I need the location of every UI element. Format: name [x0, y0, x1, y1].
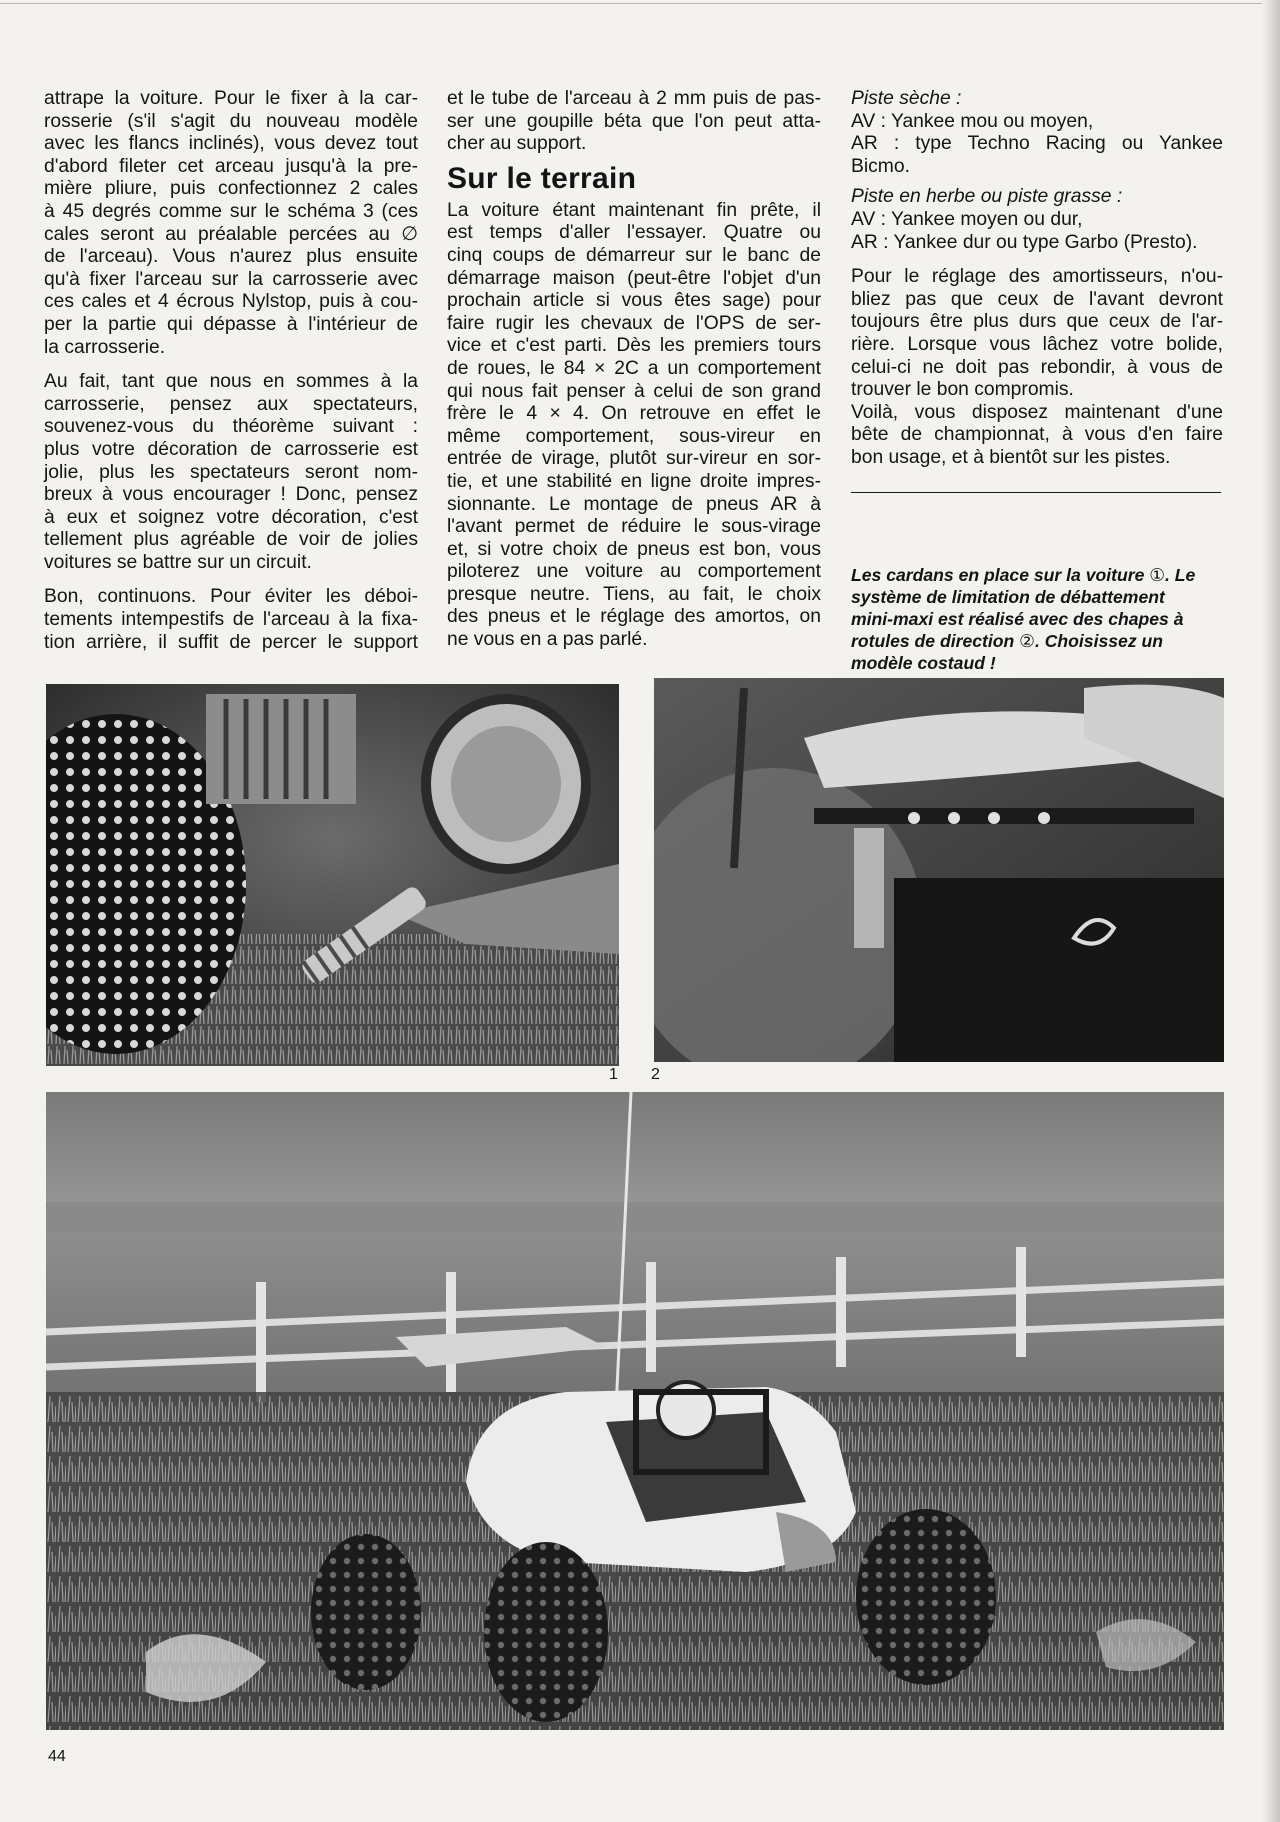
- caption-text: Les cardans en place sur la voiture: [851, 565, 1150, 585]
- col1-line: breux à vous encourager ! Donc, pensez: [44, 484, 418, 506]
- col3-line: bon usage, et à bientôt sur les pistes.: [851, 446, 1171, 468]
- col1-line: mière pliure, puis confectionnez 2 cales: [44, 178, 418, 200]
- col2-line: entrée de virage, plutôt sur-vireur en sor-: [447, 448, 821, 470]
- text-column-1: [44, 88, 418, 654]
- col3-line: trouver le bon compromis.: [851, 379, 1074, 401]
- circled-1: ①: [1149, 565, 1166, 585]
- col2-line: démarrage maison (peut-être l'objet d'un: [447, 267, 821, 289]
- col1-line: carrosserie, pensez aux spectateurs,: [44, 393, 418, 415]
- col2-line: cher au support.: [447, 133, 587, 155]
- col3-line: Bicmo.: [851, 155, 910, 177]
- col1-line: avec les flancs inclinés), vous devez tout: [44, 133, 418, 155]
- col1-line: à eux et soignez votre décoration, c'est: [44, 506, 418, 528]
- column-end-rule: [851, 492, 1221, 493]
- col1-line: à 45 degrés comme sur le schéma 3 (ces: [44, 200, 418, 222]
- col2-line: qui nous fait penser à celui de son grand: [447, 380, 821, 402]
- text-column-3: [851, 88, 1223, 493]
- col3-line: celui-ci ne doit pas rebondir, à vous de: [851, 356, 1223, 378]
- grass-track-title: Piste en herbe ou piste grasse :: [851, 186, 1123, 208]
- col1-line: tion arrière, il suffit de percer le support: [44, 631, 418, 653]
- page-top-edge: [0, 3, 1262, 4]
- col2-line: et le tube de l'arceau à 2 mm puis de pas-: [447, 88, 821, 109]
- col1-line: de l'arceau). Vous n'aurez plus ensuite: [44, 246, 418, 268]
- col3-line: rière. Lorsque vous lâchez votre bolide,: [851, 333, 1223, 355]
- col1-line: attrape la voiture. Pour le fixer à la car-: [44, 88, 418, 109]
- col2-line: frère le 4 × 4. On retrouve en effet le: [447, 403, 821, 425]
- col1-line: la carrosserie.: [44, 336, 166, 358]
- figure-number-1: 1: [609, 1066, 618, 1083]
- col1-line: Bon, continuons. Pour éviter les déboi-: [44, 586, 418, 608]
- col2-line: presque neutre. Tiens, au fait, le choix: [447, 583, 821, 605]
- caption-line: mini-maxi est réalisé avec des chapes à: [851, 609, 1184, 629]
- col3-line: Pour le réglage des amortisseurs, n'ou-: [851, 266, 1223, 288]
- col2-line: La voiture étant maintenant fin prête, il: [447, 199, 821, 221]
- col1-line: tellement plus agréable de voir de jolies: [44, 529, 418, 551]
- col2-line: et, si votre choix de pneus est bon, vous: [447, 538, 821, 560]
- col1-line: qu'à fixer l'arceau sur la carrosserie avec: [44, 268, 418, 290]
- caption-text: rotules de direction: [851, 631, 1020, 651]
- col2-line: prochain article si vous êtes sage) pour: [447, 290, 821, 312]
- col2-line: de roues, le 84 × 2C a un comportement: [447, 357, 821, 379]
- col2-line: vice et c'est parti. Dès les premiers tours: [447, 335, 821, 357]
- dry-track-title: Piste sèche :: [851, 88, 962, 109]
- photo-buggy-on-grass: [46, 1092, 1224, 1730]
- col1-line: Au fait, tant que nous en sommes à la: [44, 371, 418, 393]
- caption-text: . Le: [1165, 565, 1196, 585]
- col2-line: piloterez une voiture au comportement: [447, 561, 821, 583]
- figure-number-2: 2: [651, 1066, 660, 1083]
- col2-line: l'avant permet de réduire le sous-virage: [447, 516, 821, 538]
- caption-line: modèle costaud !: [851, 653, 996, 673]
- circled-2: ②: [1019, 631, 1035, 651]
- section-heading: Sur le terrain: [447, 161, 637, 195]
- col1-line: souvenez-vous du théorème suivant :: [44, 416, 418, 438]
- col2-line: ne vous en a pas parlé.: [447, 629, 648, 651]
- col1-line: plus votre décoration de carrosserie est: [44, 438, 418, 460]
- col3-line: AR : type Techno Racing ou Yankee: [851, 133, 1223, 155]
- col1-line: voitures se battre sur un circuit.: [44, 551, 312, 573]
- col1-line: rosserie (s'il s'agit du nouveau modèle: [44, 110, 418, 132]
- col1-line: cales seront au préalable percées au ∅: [44, 223, 418, 245]
- col3-line: AR : Yankee dur ou type Garbo (Presto).: [851, 231, 1198, 253]
- col1-line: d'abord fileter cet arceau jusqu'à la pre-: [44, 155, 418, 177]
- page-binding-shadow: [1262, 0, 1280, 1822]
- col2-line: cinq coups de démarreur sur le banc de: [447, 244, 821, 266]
- col1-line: jolie, plus les spectateurs seront nom-: [44, 461, 418, 483]
- col3-line: AV : Yankee mou ou moyen,: [851, 110, 1094, 132]
- photo-chassis-closeup: [654, 678, 1224, 1062]
- col2-line: faire rugir les chevaux de l'OPS de ser-: [447, 312, 821, 334]
- photo-caption: [851, 564, 1223, 674]
- col3-line: bliez pas que ceux de l'avant devront: [851, 288, 1223, 310]
- page-number: 44: [48, 1748, 66, 1765]
- col1-line: per la partie qui dépasse à l'intérieur de: [44, 313, 418, 335]
- col1-line: tements intempestifs de l'arceau à la fixa-: [44, 609, 418, 631]
- col1-line: ces cales et 4 écrous Nylstop, puis à cou-: [44, 291, 418, 313]
- col2-line: est temps d'aller l'essayer. Quatre ou: [447, 222, 821, 244]
- col3-line: AV : Yankee moyen ou dur,: [851, 208, 1083, 230]
- caption-line: système de limitation de débattement: [851, 587, 1165, 607]
- col2-line: des pneus et le réglage des amortos, on: [447, 606, 821, 628]
- text-column-2: [447, 88, 821, 652]
- col2-line: sionnante. Le montage de pneus AR à: [447, 493, 821, 515]
- photo-wheel-closeup: [46, 684, 619, 1066]
- col2-line: ser une goupille béta que l'on peut atta-: [447, 110, 821, 132]
- caption-text: . Choisissez un: [1034, 631, 1164, 651]
- col3-line: toujours être plus durs que ceux de l'ar-: [851, 311, 1223, 333]
- col3-line: Voilà, vous disposez maintenant d'une: [851, 401, 1223, 423]
- col2-line: même comportement, sous-vireur en: [447, 425, 821, 447]
- col2-line: tie, et une stabilité en ligne droite impres-: [447, 470, 821, 492]
- col3-line: bête de championnat, à vous d'en faire: [851, 424, 1223, 446]
